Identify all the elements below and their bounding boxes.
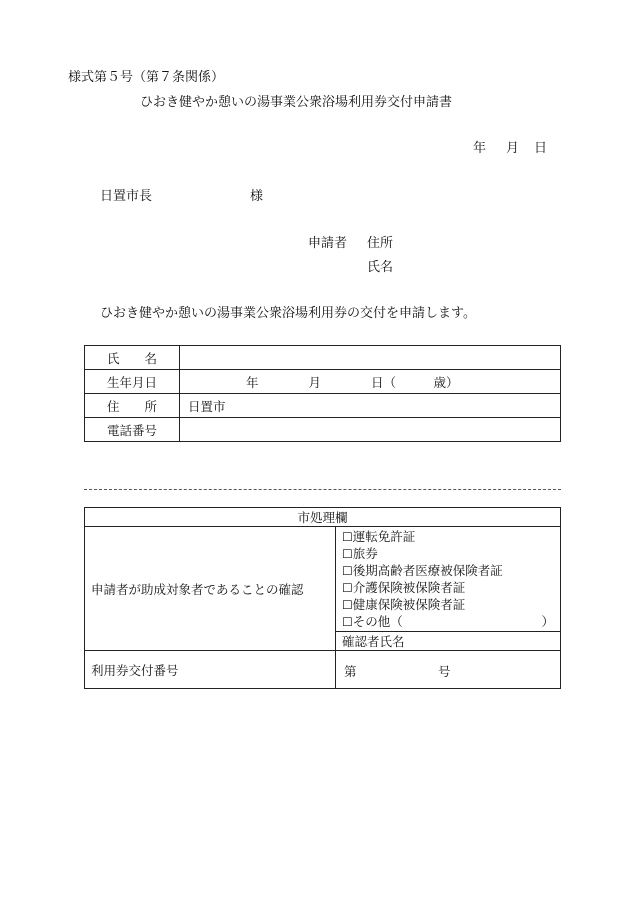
checklist-item[interactable]	[342, 528, 560, 545]
checkbox-icon[interactable]: ☐	[342, 598, 353, 612]
document-checklist	[336, 527, 561, 632]
doc-other: その他（	[352, 614, 403, 629]
ticket-number-suffix: 号	[438, 664, 451, 679]
doc-health-insurance: 健康保険被保険者証	[352, 597, 466, 612]
checkbox-icon[interactable]: ☐	[342, 581, 353, 595]
addressee-name: 日置市長	[100, 189, 153, 204]
applicant-info-table	[84, 345, 561, 442]
applicant-address-label: 住所	[367, 236, 394, 251]
table-row	[85, 370, 561, 394]
checklist-item[interactable]	[342, 562, 560, 579]
checkbox-icon[interactable]: ☐	[342, 547, 353, 561]
table-row	[85, 394, 561, 418]
form-number: 様式第５号（第７条関係）	[68, 70, 225, 85]
checklist-item[interactable]	[342, 545, 560, 562]
phone-field[interactable]	[180, 418, 561, 442]
applicant-name-label: 氏名	[367, 260, 394, 275]
date-day-label: 日	[534, 141, 548, 156]
checkbox-icon[interactable]: ☐	[342, 530, 353, 544]
date-month-label: 月	[506, 141, 520, 156]
table-row	[85, 346, 561, 370]
doc-passport: 旅券	[352, 546, 378, 561]
office-section-header: 市処理欄	[85, 508, 561, 527]
checkbox-icon[interactable]: ☐	[342, 615, 353, 629]
address-field[interactable]: 日置市	[180, 394, 561, 418]
table-row	[85, 508, 561, 527]
addressee-honorific: 様	[250, 189, 264, 204]
table-row	[85, 651, 561, 689]
other-paren-close: ）	[541, 614, 554, 629]
date-year-label: 年	[473, 141, 487, 156]
name-field[interactable]	[180, 346, 561, 370]
table-row	[85, 418, 561, 442]
confirmer-name-label[interactable]: 確認者氏名	[336, 632, 561, 651]
section-divider	[84, 489, 561, 490]
doc-care-insurance: 介護保険被保険者証	[352, 580, 466, 595]
applicant-label: 申請者	[308, 236, 348, 251]
checklist-item[interactable]	[342, 579, 560, 596]
checklist-item[interactable]	[342, 613, 560, 630]
checklist-item[interactable]	[342, 596, 560, 613]
ticket-number-field[interactable]	[336, 651, 561, 689]
doc-drivers-license: 運転免許証	[352, 529, 416, 544]
name-label: 氏 名	[85, 346, 180, 370]
phone-label: 電話番号	[85, 418, 180, 442]
ticket-number-prefix: 第	[344, 664, 357, 679]
doc-late-elderly-insurance: 後期高齢者医療被保険者証	[352, 563, 503, 578]
birthdate-label: 生年月日	[85, 370, 180, 394]
form-title: ひおき健やか憩いの湯事業公衆浴場利用券交付申請書	[140, 95, 453, 110]
application-statement: ひおき健やか憩いの湯事業公衆浴場利用券の交付を申請します。	[100, 306, 476, 321]
checkbox-icon[interactable]: ☐	[342, 564, 353, 578]
ticket-number-label: 利用券交付番号	[85, 651, 336, 689]
birthdate-field[interactable]: 年 月 日（ 歳）	[180, 370, 561, 394]
confirmation-label: 申請者が助成対象者であることの確認	[85, 527, 336, 651]
table-row	[85, 527, 561, 632]
office-processing-table	[84, 507, 561, 689]
address-label: 住 所	[85, 394, 180, 418]
